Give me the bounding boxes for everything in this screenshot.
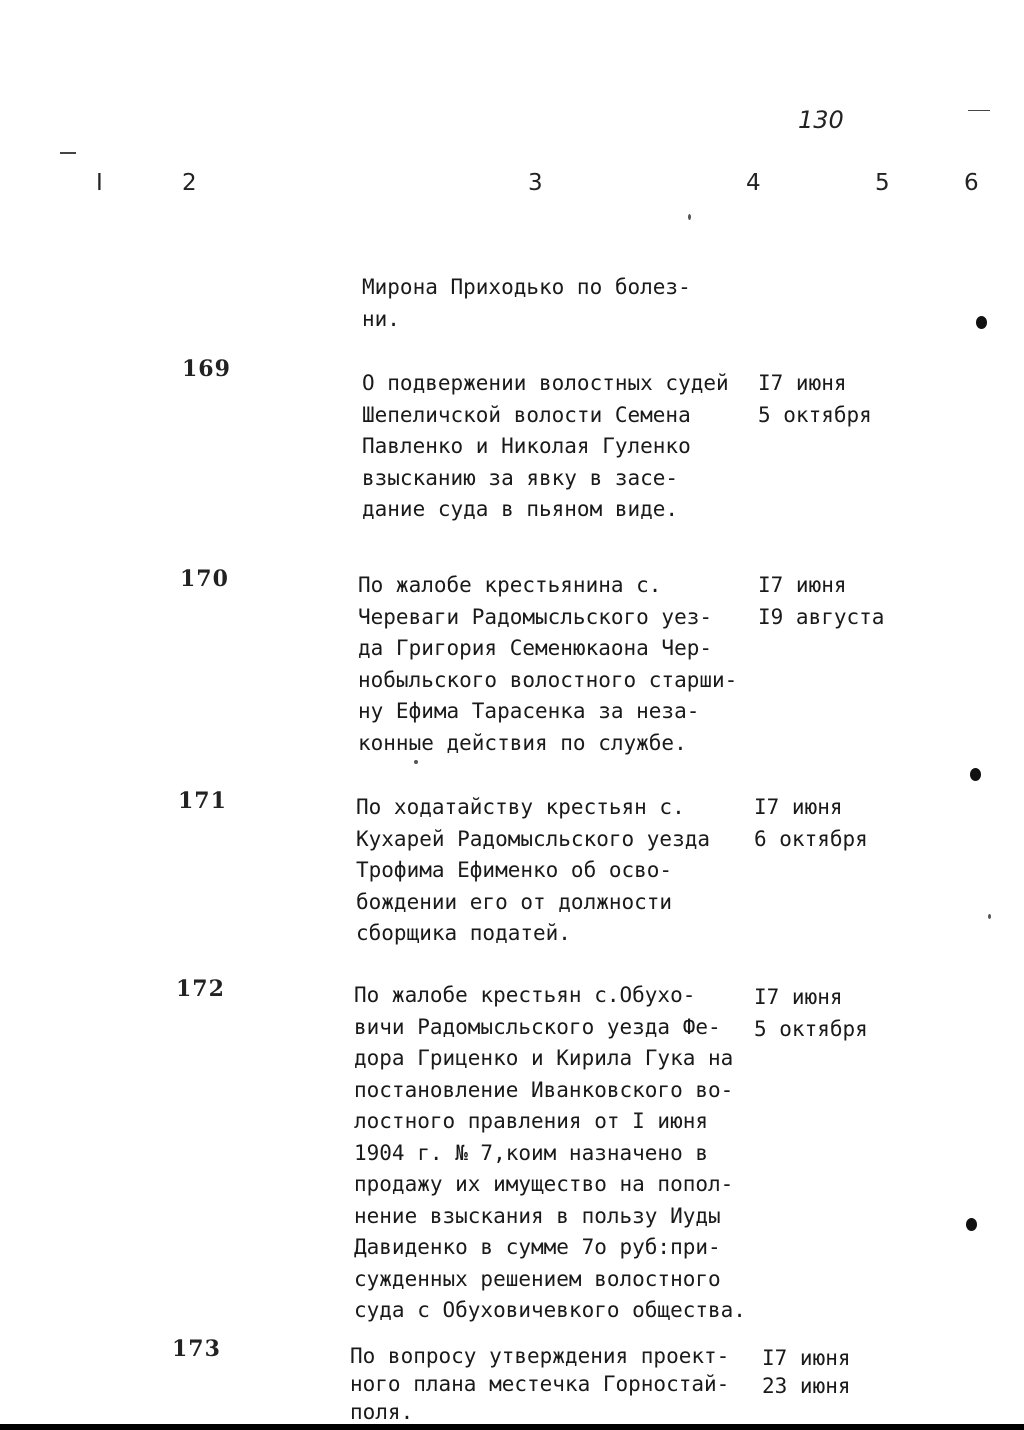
entry-dates [754, 792, 868, 855]
text-line: продажу их имущество на попол- [354, 1172, 734, 1196]
text-line: 1904 г. № 7,коим назначено в [354, 1140, 709, 1165]
date-line: 6 октября [754, 826, 868, 851]
entry-description [356, 792, 756, 950]
entry-description [362, 368, 762, 526]
scan-speck [688, 214, 691, 220]
date-line: 5 октября [754, 1016, 868, 1041]
column-header-4: 4 [746, 170, 761, 196]
text-line: По вопросу утверждения проект- [350, 1344, 730, 1368]
column-header-1: I [96, 170, 103, 196]
text-line: Мирона Приходько по болез- [362, 275, 691, 299]
date-line: I9 августа [758, 604, 885, 629]
binding-hole [970, 768, 981, 781]
binding-hole [976, 316, 987, 329]
date-line: I7 июня [758, 573, 847, 597]
scan-speck [988, 914, 991, 919]
text-line: нение взыскания в пользу Иуды [354, 1203, 721, 1228]
entry-number: 172 [176, 976, 225, 1002]
date-line: 5 октября [758, 402, 872, 427]
scan-mark [968, 110, 990, 111]
text-line: Павленко и Николая Гуленко [362, 434, 691, 458]
column-header-5: 5 [875, 170, 890, 196]
page-number: 130 [798, 106, 844, 134]
text-line: сужденных решением волостного [354, 1266, 721, 1291]
text-line: лостного правления от I июня [354, 1109, 709, 1133]
column-header-2: 2 [182, 170, 197, 196]
entry-description [354, 980, 754, 1327]
text-line: постановление Иванковского во- [354, 1077, 734, 1102]
entry-number: 169 [182, 356, 231, 382]
date-line: I7 июня [762, 1346, 851, 1370]
date-line: I7 июня [758, 371, 847, 395]
scan-mark [60, 152, 76, 154]
text-line: ни. [362, 306, 400, 331]
date-line: I7 июня [754, 985, 843, 1009]
text-line: Шепеличской волости Семена [362, 402, 691, 427]
entry-dates [754, 982, 868, 1045]
continuation-text [362, 272, 762, 335]
text-line: да Григория Семенюкаона Чер- [358, 636, 713, 660]
entry-number: 171 [178, 788, 227, 814]
text-line: конные действия по службе. [358, 730, 687, 755]
text-line: По жалобе крестьян с.Обухо- [354, 983, 696, 1007]
entry-dates [758, 368, 872, 431]
text-line: дора Гриценко и Кирила Гука на [354, 1046, 734, 1070]
entry-dates [762, 1344, 851, 1400]
entry-number: 170 [180, 566, 229, 592]
scan-speck [414, 760, 418, 764]
text-line: Кухарей Радомысльского уезда [356, 826, 711, 851]
text-line: бождении его от должности [356, 889, 673, 914]
text-line: взысканию за явку в засе- [362, 465, 679, 490]
scan-edge [0, 1424, 1024, 1430]
date-line: I7 июня [754, 795, 843, 819]
text-line: По жалобе крестьянина с. [358, 573, 662, 597]
date-line: 23 июня [762, 1374, 851, 1398]
text-line: вичи Радомысльского уезда Фе- [354, 1014, 721, 1039]
text-line: По ходатайству крестьян с. [356, 795, 685, 819]
text-line: Череваги Радомысльского уез- [358, 604, 713, 629]
text-line: Трофима Ефименко об осво- [356, 858, 673, 882]
entry-number: 173 [172, 1336, 221, 1362]
text-line: дание суда в пьяном виде. [362, 497, 679, 521]
text-line: ну Ефима Тарасенка за неза- [358, 699, 700, 723]
text-line: сборщика податей. [356, 921, 571, 945]
text-line: ного плана местечка Горностай- [350, 1372, 730, 1396]
entry-description [350, 1342, 750, 1426]
text-line: нобыльского волостного старши- [358, 667, 738, 692]
text-line: поля. [350, 1400, 414, 1424]
text-line: суда с Обуховичевкого общества. [354, 1298, 746, 1322]
column-header-6: 6 [964, 170, 979, 196]
column-header-3: 3 [528, 170, 543, 196]
entry-dates [758, 570, 884, 633]
binding-hole [966, 1218, 977, 1231]
text-line: О подвержении волостных судей [362, 371, 729, 395]
entry-description [358, 570, 758, 759]
text-line: Давиденко в сумме 7о руб:при- [354, 1235, 721, 1259]
